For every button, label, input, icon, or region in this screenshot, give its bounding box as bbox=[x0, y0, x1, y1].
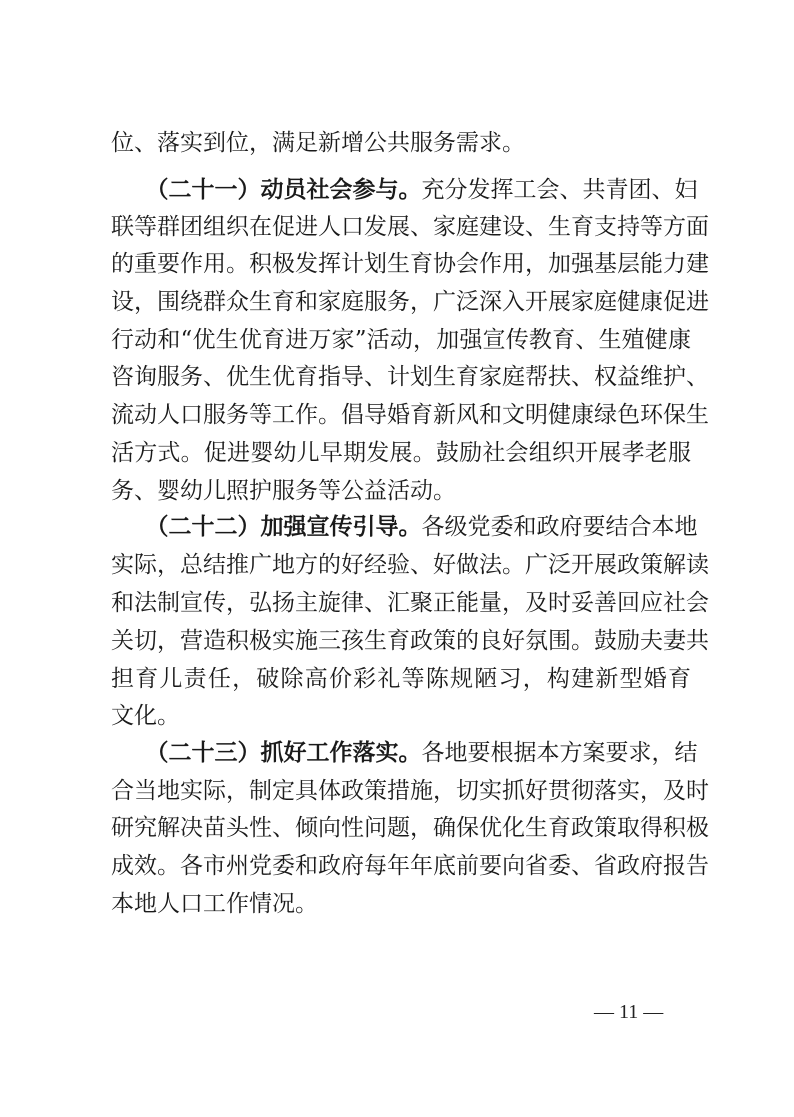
text-segment: 务、婴幼儿照护服务等公益活动。 bbox=[111, 478, 456, 504]
text-line bbox=[111, 626, 709, 656]
text-segment: 活方式。促进婴幼儿早期发展。鼓励社会组织开展孝老服 bbox=[111, 440, 691, 466]
text-line bbox=[111, 701, 691, 731]
text-segment: 关切，营造积极实施三孩生育政策的良好氛围。鼓励夫妻共 bbox=[111, 628, 709, 654]
text-line bbox=[111, 212, 709, 242]
text-segment: 各级党委和政府要结合本地 bbox=[421, 514, 698, 540]
text-segment: 和法制宣传，弘扬主旋律、汇聚正能量，及时妥善回应社会 bbox=[111, 590, 709, 616]
text-segment: 位、落实到位，满足新增公共服务需求。 bbox=[111, 130, 525, 156]
text-segment: 的重要作用。积极发挥计划生育协会作用，加强基层能力建 bbox=[111, 251, 709, 277]
text-segment bbox=[111, 740, 157, 766]
text-segment: 本地人口工作情况。 bbox=[111, 891, 318, 917]
text-line bbox=[111, 438, 691, 468]
section-heading: （二十二）加强宣传引导。 bbox=[157, 514, 422, 540]
text-line bbox=[111, 476, 691, 506]
text-line bbox=[111, 512, 698, 542]
text-segment: 各地要根据本方案要求，结 bbox=[421, 740, 698, 766]
text-segment: 咨询服务、优生优育指导、计划生育家庭帮扶、权益维护、 bbox=[111, 364, 709, 390]
text-line bbox=[111, 664, 691, 694]
text-segment: 合当地实际，制定具体政策措施，切实抓好贯彻落实，及时 bbox=[111, 778, 709, 804]
text-line bbox=[111, 588, 709, 618]
text-line bbox=[111, 362, 709, 392]
text-line bbox=[111, 287, 709, 317]
text-segment: 实际，总结推广地方的好经验、好做法。广泛开展政策解读 bbox=[111, 552, 709, 578]
text-line bbox=[111, 128, 691, 158]
section-heading: （二十三）抓好工作落实。 bbox=[157, 740, 422, 766]
text-segment: 研究解决苗头性、倾向性问题，确保优化生育政策取得积极 bbox=[111, 815, 709, 841]
text-line bbox=[111, 776, 709, 806]
text-segment bbox=[111, 514, 157, 540]
text-line bbox=[111, 175, 698, 205]
text-segment: 担育儿责任，破除高价彩礼等陈规陋习，构建新型婚育 bbox=[111, 666, 691, 692]
text-segment bbox=[111, 177, 157, 203]
text-segment: 行动和“优生优育进万家”活动，加强宣传教育、生殖健康 bbox=[111, 327, 691, 353]
text-segment: 设，围绕群众生育和家庭服务，广泛深入开展家庭健康促进 bbox=[111, 289, 709, 315]
text-segment: 流动人口服务等工作。倡导婚育新风和文明健康绿色环保生 bbox=[111, 402, 709, 428]
text-segment: 充分发挥工会、共青团、妇 bbox=[421, 177, 698, 203]
text-line bbox=[111, 889, 691, 919]
page-number: — 11 — bbox=[594, 1001, 664, 1023]
section-heading: （二十一）动员社会参与。 bbox=[157, 177, 422, 203]
text-line bbox=[111, 400, 709, 430]
text-segment: 联等群团组织在促进人口发展、家庭建设、生育支持等方面 bbox=[111, 214, 709, 240]
text-segment: 文化。 bbox=[111, 703, 180, 729]
text-line bbox=[111, 550, 709, 580]
text-line bbox=[111, 325, 691, 355]
text-line bbox=[111, 813, 709, 843]
text-line bbox=[111, 738, 698, 768]
text-segment: 成效。各市州党委和政府每年年底前要向省委、省政府报告 bbox=[111, 853, 709, 879]
text-line bbox=[111, 249, 709, 279]
text-line bbox=[111, 851, 709, 881]
